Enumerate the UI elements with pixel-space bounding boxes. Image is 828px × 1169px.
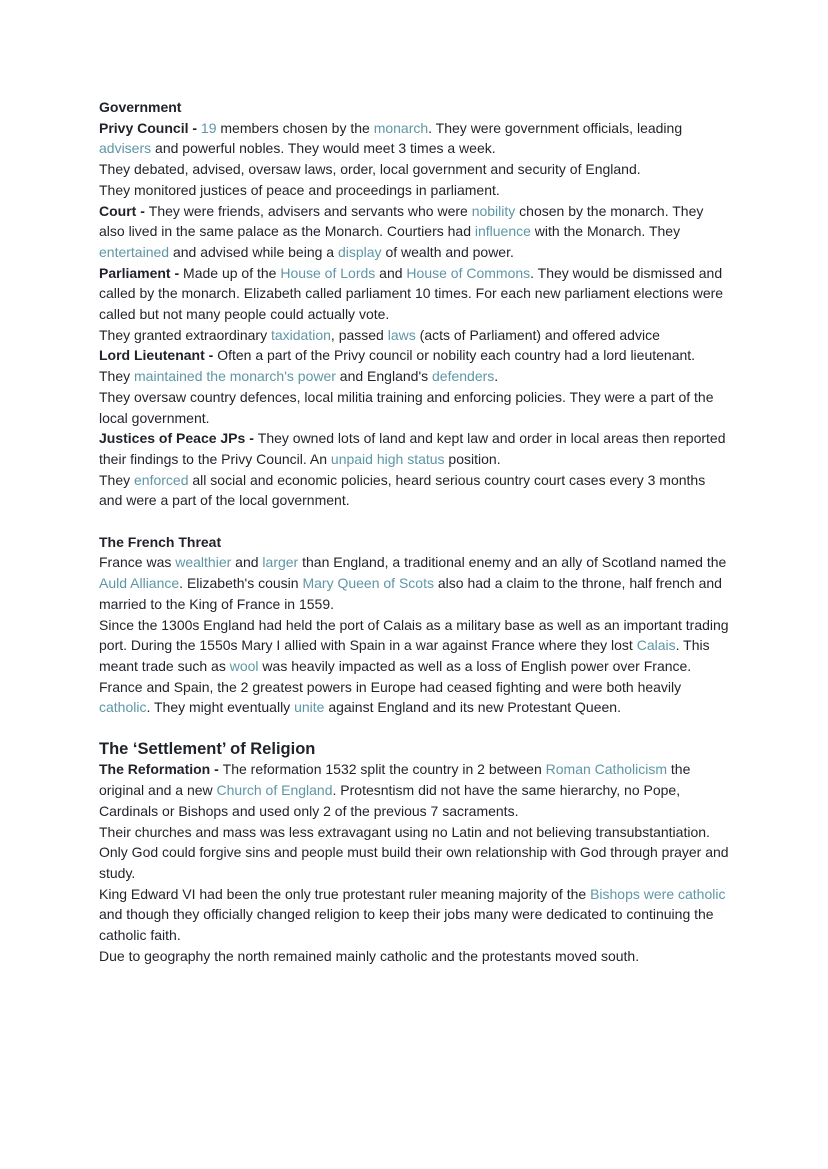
text-run: They granted extraordinary xyxy=(99,326,271,343)
text-run: France was xyxy=(99,554,176,571)
text-run: They oversaw country defences, local militia training and enforcing policies. They were a part of the local government. xyxy=(99,388,718,426)
text-run: They were friends, advisers and servants who were xyxy=(148,202,472,219)
text-run: . They were government officials, leading xyxy=(428,119,687,136)
term-label: Justices of Peace JPs - xyxy=(99,430,258,447)
paragraph xyxy=(99,325,729,346)
text-run: . They might eventually xyxy=(146,699,295,716)
text-run: King Edward VI had been the only true protestant ruler meaning majority of the xyxy=(99,885,591,902)
text-run: with the Monarch. They xyxy=(530,223,684,240)
document-content xyxy=(99,97,733,967)
highlighted-term: Mary Queen of Scots xyxy=(302,575,434,592)
highlighted-term: Roman Catholicism xyxy=(545,761,668,778)
highlighted-term: laws xyxy=(387,326,416,343)
paragraph xyxy=(99,677,729,718)
paragraph xyxy=(99,345,729,386)
text-run: against England and its new Protestant Queen. xyxy=(324,699,621,716)
text-run: and advised while being a xyxy=(169,243,338,260)
term-label: Lord Lieutenant - xyxy=(99,347,218,364)
highlighted-term: enforced xyxy=(134,471,189,488)
text-run: the original and a new xyxy=(99,761,695,799)
highlighted-term: Bishops were catholic xyxy=(590,885,726,902)
term-label: Privy Council - xyxy=(99,119,201,136)
text-run: Made up of the xyxy=(183,264,281,281)
paragraph xyxy=(99,118,729,159)
highlighted-term: unpaid high status xyxy=(330,450,445,467)
highlighted-term: Church of England xyxy=(216,782,333,799)
term-label: The Reformation - xyxy=(99,761,223,778)
text-run: They monitored justices of peace and proceedings in parliament. xyxy=(99,181,500,198)
highlighted-term: monarch xyxy=(373,119,429,136)
paragraph xyxy=(99,180,729,201)
text-run: of wealth and power. xyxy=(381,243,514,260)
text-run: Since the 1300s England had held the port of Calais as a military base as well as an important trading port. During the 1550s Mary I allied with Spain in a war against France where they lost xyxy=(99,616,733,654)
text-run: all social and economic policies, heard serious country court cases every 3 months and were a part of the local government. xyxy=(99,471,710,509)
paragraph xyxy=(99,615,733,677)
term-label: Parliament - xyxy=(99,264,184,281)
text-run: and powerful nobles. They would meet 3 times a week. xyxy=(151,140,496,157)
text-run: members chosen by the xyxy=(216,119,374,136)
text-run: Often a part of the Privy council or nobility each country had a lord lieutenant. They xyxy=(99,347,703,385)
section-settlement-of-religion xyxy=(99,739,733,967)
paragraph xyxy=(99,201,729,263)
highlighted-term: catholic xyxy=(99,699,147,716)
text-run: The reformation 1532 split the country in 2 between xyxy=(222,761,546,778)
paragraph xyxy=(99,263,729,325)
paragraph xyxy=(99,387,729,428)
highlighted-term: 19 xyxy=(200,119,217,136)
text-run: France and Spain, the 2 greatest powers in Europe had ceased fighting and were both heavily xyxy=(99,678,686,695)
text-run: than England, a traditional enemy and an ally of Scotland named the xyxy=(298,554,730,571)
text-run: , passed xyxy=(330,326,388,343)
text-run: and England's xyxy=(335,368,433,385)
section-heading: Government xyxy=(99,99,182,115)
term-label: Court - xyxy=(99,202,149,219)
text-run: and though they officially changed religion to keep their jobs many were dedicated to continuing the catholic faith. xyxy=(99,885,730,944)
highlighted-term: advisers xyxy=(99,140,152,157)
section-government xyxy=(99,97,729,511)
text-run: and xyxy=(231,554,263,571)
highlighted-term: wealthier xyxy=(175,554,232,571)
paragraph xyxy=(99,428,729,469)
paragraph xyxy=(99,822,733,884)
text-run: chosen by the monarch. They also lived in the same palace as the Monarch. Courtiers had xyxy=(99,202,708,240)
paragraph xyxy=(99,159,729,180)
paragraph xyxy=(99,884,729,946)
highlighted-term: display xyxy=(337,243,382,260)
text-run: They xyxy=(99,471,135,488)
text-run: was heavily impacted as well as a loss of English power over France. xyxy=(258,657,692,674)
section-heading: The ‘Settlement’ of Religion xyxy=(99,739,316,758)
highlighted-term: House of Commons xyxy=(406,264,531,281)
section-heading: The French Threat xyxy=(99,533,222,550)
highlighted-term: wool xyxy=(229,657,259,674)
highlighted-term: defenders xyxy=(432,368,495,385)
highlighted-term: larger xyxy=(262,554,299,571)
highlighted-term: nobility xyxy=(471,202,516,219)
text-run: (acts of Parliament) and offered advice xyxy=(415,326,660,343)
text-run: . Protesntism did not have the same hierarchy, no Pope, Cardinals or Bishops and used only 2 of the previous 7 sacraments. xyxy=(99,782,684,819)
section-french-threat xyxy=(99,532,733,718)
highlighted-term: unite xyxy=(294,699,325,716)
text-run: . Elizabeth's cousin xyxy=(179,575,303,592)
paragraph xyxy=(99,946,729,967)
paragraph xyxy=(99,759,729,821)
highlighted-term: entertained xyxy=(99,243,170,260)
text-run: They owned lots of land and kept law and order in local areas then reported their findings to the Privy Council. An xyxy=(99,430,730,467)
highlighted-term: influence xyxy=(474,223,531,240)
highlighted-term: House of Lords xyxy=(280,264,376,281)
text-run: . xyxy=(494,368,499,385)
paragraph xyxy=(99,552,729,614)
text-run: They debated, advised, oversaw laws, order, local government and security of England. xyxy=(99,161,641,178)
highlighted-term: Auld Alliance xyxy=(99,575,180,592)
text-run: and xyxy=(375,264,407,281)
text-run: Due to geography the north remained mainly catholic and the protestants moved south. xyxy=(99,947,640,964)
text-run: Their churches and mass was less extravagant using no Latin and not believing transubstantiation. Only God could forgive sins and people must build their own relationship with God through prayer and study. xyxy=(99,823,733,881)
text-run: position. xyxy=(444,450,501,467)
text-run: . This meant trade such as xyxy=(99,637,714,674)
highlighted-term: maintained the monarch's power xyxy=(134,368,336,385)
highlighted-term: taxidation xyxy=(270,326,331,343)
text-run: also had a claim to the throne, half french and married to the King of France in 1559. xyxy=(99,575,726,612)
text-run: . They would be dismissed and called by the monarch. Elizabeth called parliament 10 times. For each new parliament elections were called but not many people could actually vote. xyxy=(99,264,727,323)
highlighted-term: Calais xyxy=(636,637,676,654)
paragraph xyxy=(99,470,729,511)
